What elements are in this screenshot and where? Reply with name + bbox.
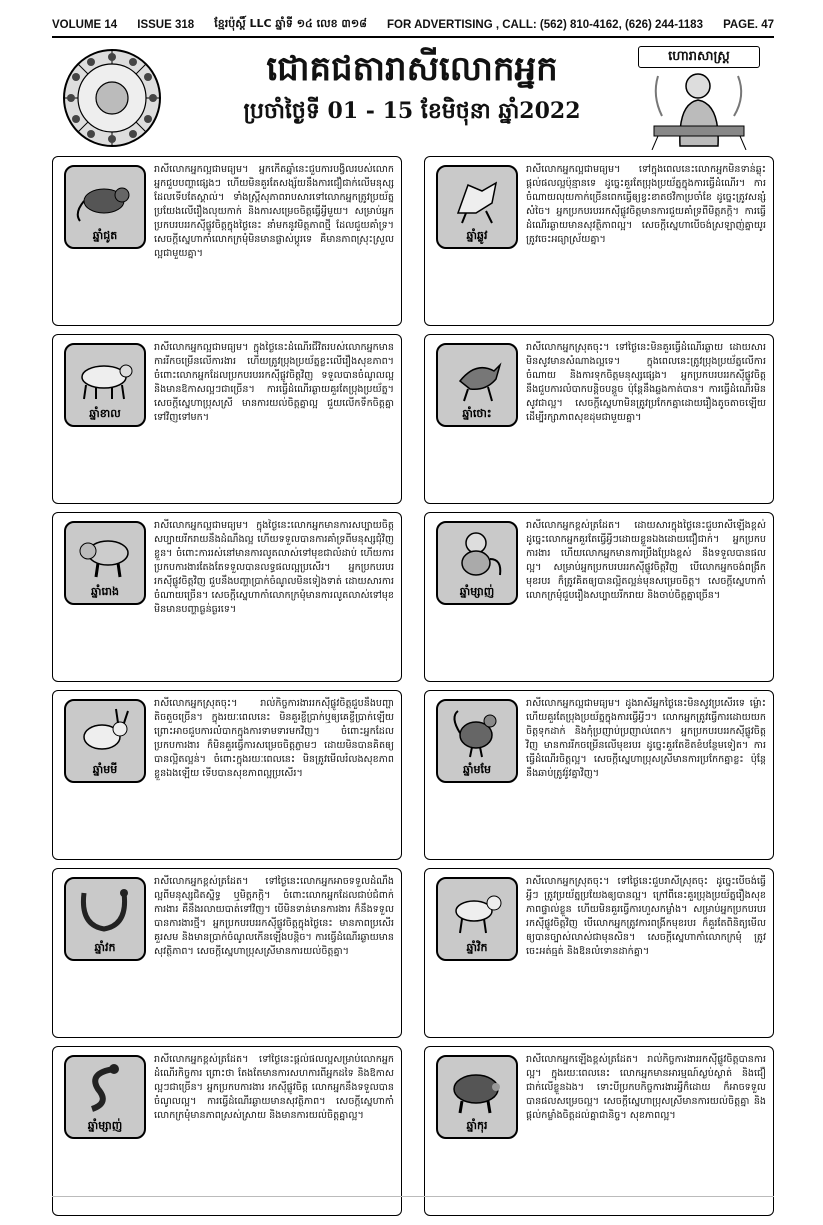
- horoscope-card-monkey: [424, 512, 774, 682]
- horoscope-card-dog: [424, 868, 774, 1038]
- rabbit-icon: [446, 351, 508, 403]
- tiger-panel: [64, 343, 146, 427]
- snake-text: រាសីលោកអ្នកខ្ពស់ត្រដែត។ ទៅថ្ងៃនេះលោកអ្នកអាចទទួលដំណឹងល្អពីមនុស្សជិតស្និទ្ធ ឬមិត្តភក្តិ។ ចំពោះលោកអ្នកដែលជាប់ជំពាក់ការងារ គឺនឹងរលាយបាត់ទៅវិញ។ បើមិនទាន់មានការងារ ក៏នឹងទទួលបានការងារថ្មី។ អ្នកប្រកបរបររកស៊ីផ្លូវចិត្តក្នុងថ្ងៃនេះ មានភាពប្រសើរគួរសម និងមានប្រាក់ចំណូលកើនឡើងបន្តិច។ ការធ្វើដំណើរឆ្ងាយមានសុវត្ថិភាព។ សេចក្តីស្នេហាប្រុសស្រីមានការយល់ចិត្តគ្នា។: [154, 876, 394, 957]
- tiger-text: រាសីលោកអ្នកល្អជាមធ្យម។ ក្នុងថ្ងៃនេះដំណើរជីវិតរបស់លោកអ្នកមានការរីកចម្រើនលើការងារ ហើយត្រូវប្រុងប្រយ័ត្នខ្លះលើរឿងសុខភាព។ ចំពោះលោកអ្នកដែលប្រកបរបររកស៊ីផ្លូវចិត្តវិញ ទទួលបានចំណូលល្អ និងមានឱកាសល្អៗជាច្រើន។ ការធ្វើដំណើរឆ្ងាយគួរតែប្រុងប្រយ័ត្ន។ សេចក្តីស្នេហាប្រុសស្រី មានការយល់ចិត្តគ្នាល្អ ជួយលើកទឹកចិត្តគ្នាទៅវិញទៅមក។: [154, 342, 394, 423]
- snake-2-icon: [74, 1063, 136, 1115]
- rabbit-2-icon: [74, 707, 136, 759]
- horoscope-card-rooster: [424, 690, 774, 860]
- dog-text: រាសីលោកអ្នកស្រុតចុះ។ ទៅថ្ងៃនេះជួបរាសីស្រុតចុះ ដូច្នេះបើចង់ធ្វើអ្វីៗ ត្រូវប្រយ័ត្នប្រយែងឲ្យបានល្អ។ ក្រៅពីនេះគួរប្រុងប្រយ័ត្នរឿងសុខភាពផ្ទាល់ខ្លួន ហើយមិនគួរធ្វើការហួសកម្លាំង។ សម្រាប់អ្នកប្រកបរបររកស៊ីផ្លូវចិត្តវិញ បើលោកអ្នកត្រូវការពង្រីកមុខរបរ ក៏គួរតែពិនិត្យមើលឲ្យបានច្បាស់លាស់ជាមុនសិន។ សេចក្តីស្នេហាកាំលោកក្រមុំ ត្រូវចេះអត់ធ្មត់ និងឱនលំទោនដាក់គ្នា។: [526, 876, 766, 957]
- pig-icon: [446, 1063, 508, 1115]
- horoscope-card-snake: [52, 868, 402, 1038]
- page-footer-rule: [52, 1196, 774, 1197]
- dog-caption: ឆ្នាំវិក: [466, 941, 488, 954]
- zodiac-wheel-icon: [62, 48, 162, 148]
- rat-text: រាសីលោកអ្នកល្អជាមធ្យម។ អ្នកកើតឆ្នាំនេះជួបការបង្វិលរបស់លោកអ្នកជួបបញ្ហាផ្សេងៗ ហើយមិនគួរតែសង្ស័យនឹងការជឿជាក់លើមនុស្សដែលទើបតែស្គាល់។ ទាំងស្ត្រីសុភាពរាបសារទៅលោកអ្នកត្រូវប្រយ័ត្នប្រយែងលើរឿងលុយកាក់ និងការសម្រេចចិត្តធ្វើអ្វីមួយ។ សម្រាប់អ្នកប្រកបរបររកស៊ីផ្លូវចិត្តក្នុងថ្ងៃនេះ នាំមកនូវមិត្តភាពថ្មី ដែលជួយគាំទ្រ។ សេចក្តីស្នេហាកាំលោកក្រមុំមិនមានផ្លាស់ប្តូរទេ គឺមានភាពស្រុះស្រួលល្អជាមួយគ្នា។: [154, 164, 394, 259]
- dragon-icon: [74, 529, 136, 581]
- dragon-text: រាសីលោកអ្នកល្អជាមធ្យម។ ក្នុងថ្ងៃនេះលោកអ្នកមានការសប្បាយចិត្ត សប្បាយរីករាយនឹងដំណឹងល្អ ហើយទទួលបានការគាំទ្រពីមនុស្សជុំវិញខ្លួន។ ចំពោះការរស់នៅមានការលូតលាស់ទៅមុខជាលំដាប់ ហើយការប្រកបការងារតែងតែទទួលបានលទ្ធផលល្អប្រសើរ។ អ្នកប្រកបរបររកស៊ីផ្លូវចិត្តវិញ ជួបនឹងបញ្ហាប្រាក់ចំណូលមិនទៀងទាត់ ដោយសារការចំណាយច្រើន។ សេចក្តីស្នេហាកាំលោកក្រមុំមានការលូតលាស់ទៅមុខ មិនមានបញ្ហាធ្ងន់ធ្ងរទេ។: [154, 520, 394, 615]
- pig-panel: [436, 1055, 518, 1139]
- dragon-caption: ឆ្នាំរោង: [91, 585, 119, 598]
- astrologer-illustration: [638, 46, 760, 150]
- rat-caption: ឆ្នាំជូត: [92, 229, 118, 242]
- ox-icon: [446, 173, 508, 225]
- rabbit-caption: ឆ្នាំថោះ: [462, 407, 492, 420]
- ox-caption: ឆ្នាំឆ្លូវ: [466, 229, 488, 242]
- snake-caption: ឆ្នាំវក: [94, 941, 116, 954]
- rooster-caption: ឆ្នាំមមែ: [463, 763, 491, 776]
- rooster-panel: [436, 699, 518, 783]
- rooster-text: រាសីលោកអ្នកល្អជាមធ្យម។ ដូងរាសីអ្នកថ្ងៃនេះមិនសូវប្រសើរទេ ម្ល៉ោះហើយគួរតែប្រុងប្រយ័ត្នក្នុងការធ្វើអ្វីៗ។ លោកអ្នកត្រូវធ្វើការដោយយកចិត្តទុកដាក់ និងកុំប្រញាប់ប្រញាល់ពេក។ អ្នកប្រកបរបររកស៊ីផ្លូវចិត្តវិញ មានការរីកចម្រើនលើមុខរបរ ដូច្នេះគួរតែខិតខំបន្ថែមទៀត។ ការធ្វើដំណើរចិត្តល្អ។ សេចក្តីស្នេហាប្រុសស្រីមានការប្រកែកគ្នាខ្លះ ប៉ុន្តែនឹងឆាប់ត្រូវរ៉ូវគ្នាវិញ។: [526, 698, 766, 779]
- ox-text: រាសីលោកអ្នកល្អជាមធ្យម។ ទៅក្នុងពេលនេះលោកអ្នកមិនទាន់ឆ្លុះផ្តល់ផលល្អប៉ុន្មានទេ ដូច្នេះគួរតែប្រុងប្រយ័ត្នក្នុងការធ្វើដំណើរ។ ការចំណាយលុយកាក់ច្រើនពេកធ្វើឲ្យខ្វះខាតថវិកាប្រចាំខែ ដូច្នេះត្រូវសន្សំសំចៃ។ អ្នកប្រកបរបររកស៊ីផ្លូវចិត្តមានការជួយគាំទ្រពីមិត្តភក្តិ។ ការធ្វើដំណើរឆ្ងាយមានសុវត្ថិភាពល្អ។ សេចក្តីស្នេហាបើចង់ស្រឡាញ់គ្នាយូរ ត្រូវចេះអធ្យាស្រ័យគ្នា។: [526, 164, 766, 245]
- horoscope-card-dragon: [52, 512, 402, 682]
- rabbit-panel: [436, 343, 518, 427]
- page-subtitle: ប្រចាំថ្ងៃទី 01 - 15 ខែមិថុនា ឆ្នាំ2022: [243, 98, 581, 124]
- rabbit-2-caption: ឆ្នាំមមី: [92, 763, 118, 776]
- tiger-caption: ឆ្នាំខាល: [89, 407, 121, 420]
- snake-2-caption: ឆ្នាំម្សាញ់: [87, 1119, 123, 1132]
- snake-2-text: រាសីលោកអ្នកខ្ពស់ត្រដែត។ ទៅថ្ងៃនេះផ្តល់ផលល្អសម្រាប់លោកអ្នកដំណើរកិច្ចការ ព្រោះថា តែងតែមានការសហការពីអ្នកដទៃ និងឱកាសល្អៗជាច្រើន។ អ្នកប្រកបការងារ រកស៊ីផ្លូវចិត្ត លោកអ្នកនឹងទទួលបានចំណូលល្អ។ ការធ្វើដំណើរឆ្ងាយមានសុវត្ថិភាព។ សេចក្តីស្នេហាកាំលោកក្រមុំមានភាពស្រស់ស្រាយ និងមានការយល់ចិត្តគ្នាល្អ។: [154, 1054, 394, 1121]
- advertising-contact: FOR ADVERTISING , CALL: (562) 810-4162, (626) 244-1183: [387, 19, 703, 31]
- title-banner: [52, 42, 774, 152]
- rat-panel: [64, 165, 146, 249]
- page-number: PAGE. 47: [723, 19, 774, 31]
- snake-2-panel: [64, 1055, 146, 1139]
- ox-panel: [436, 165, 518, 249]
- rooster-icon: [446, 707, 508, 759]
- rat-icon: [74, 173, 136, 225]
- horoscope-card-tiger: [52, 334, 402, 504]
- volume: VOLUME 14: [52, 19, 118, 31]
- snake-icon: [74, 885, 136, 937]
- issue: ISSUE 318: [137, 19, 195, 31]
- dog-icon: [446, 885, 508, 937]
- horoscope-card-rabbit: [424, 334, 774, 504]
- rabbit-2-panel: [64, 699, 146, 783]
- tiger-icon: [74, 351, 136, 403]
- horoscope-card-pig: [424, 1046, 774, 1216]
- snake-panel: [64, 877, 146, 961]
- dragon-panel: [64, 521, 146, 605]
- monkey-text: រាសីលោកអ្នកខ្ពស់ត្រដែត។ ដោយសារក្នុងថ្ងៃនេះជួបរាសីឡើងខ្ពស់ ដូច្នេះលោកអ្នកគួរតែធ្វើអ្វីៗដោយខ្លួនឯងដោយជឿជាក់។ អ្នកប្រកបការងារ ហើយលោកអ្នកមានការប្រឹងប្រែងខ្ពស់ នឹងទទួលបានផលល្អ។ សម្រាប់អ្នកប្រកបរបររកស៊ីផ្លូវចិត្តវិញ បើលោកអ្នកចង់ពង្រីកមុខរបរ ក៏ត្រូវគិតឲ្យបានល្អិតល្អន់មុនសម្រេចចិត្ត។ សេចក្តីស្នេហាកាំលោកក្រមុំជួបរឿងសប្បាយរីករាយ និងចាប់ចិត្តគ្នាច្រើន។: [526, 520, 766, 601]
- horoscope-card-rabbit-2: [52, 690, 402, 860]
- pig-caption: ឆ្នាំកុរ: [466, 1119, 488, 1132]
- monkey-caption: ឆ្នាំម្សាញ់: [459, 585, 495, 598]
- page-title: ជោគជតារាសីលោកអ្នក: [266, 49, 558, 89]
- rabbit-2-text: រាសីលោកអ្នកស្រុតចុះ។ រាល់កិច្ចការងាររកស៊ីផ្លូវចិត្តជួបនឹងបញ្ហាតិចតួចច្រើន។ ក្នុងរយៈពេលនេះ មិនគួរខ្ចីប្រាក់ឬឲ្យគេខ្ចីប្រាក់ឡើយ ព្រោះអាចជួបការលំបាកក្នុងការទាមទារមកវិញ។ ចំពោះអ្នកដែលប្រកបការងារ ក៏មិនគួរធ្វើការសម្រេចចិត្តភ្លាមៗ ដោយមិនបានគិតឲ្យបានល្អិតល្អន់។ ចំពោះក្នុងរយៈពេលនេះ មិនត្រូវមើលរំលងសុខភាពខ្លួនឯងឡើយ ទើបបានសុខភាពល្អប្រសើរ។: [154, 698, 394, 779]
- monkey-panel: [436, 521, 518, 605]
- horoscope-card-snake-2: [52, 1046, 402, 1216]
- page-header: [52, 14, 774, 38]
- astrology-label: ហោរាសាស្ត្រ: [638, 46, 760, 68]
- dog-panel: [436, 877, 518, 961]
- monkey-icon: [446, 529, 508, 581]
- publication-khmer: ខ្មែរប៉ុស្តិ៍ LLC ឆ្នាំទី ១៤ លេខ ៣១៨: [214, 17, 367, 30]
- horoscope-card-ox: [424, 156, 774, 326]
- horoscope-card-rat: [52, 156, 402, 326]
- pig-text: រាសីលោកអ្នកឡើងខ្ពស់ត្រដែត។ រាល់កិច្ចការងាររកស៊ីផ្លូវចិត្តបានការល្អ។ ក្នុងរយៈពេលនេះ លោកអ្នកមានអារម្មណ៍ស្ងប់ស្ងាត់ និងជឿជាក់លើខ្លួនឯង។ ទោះបីប្រកបកិច្ចការងារអ្វីក៏ដោយ ក៏អាចទទួលបានផលសម្រេចល្អ។ សេចក្តីស្នេហាប្រុសស្រីមានការយល់ចិត្តគ្នា និងផ្តល់កម្លាំងចិត្តដល់គ្នាជានិច្ច។ សុខភាពល្អ។: [526, 1054, 766, 1121]
- rabbit-text: រាសីលោកអ្នកស្រុតចុះ។ ទៅថ្ងៃនេះមិនគួរធ្វើដំណើរឆ្ងាយ ដោយសារមិនសូវមានសំណាងល្អទេ។ ក្នុងពេលនេះត្រូវប្រុងប្រយ័ត្នលើការចំណាយ និងការទុកចិត្តមនុស្សផ្សេង។ អ្នកប្រកបរបររកស៊ីផ្លូវចិត្តនឹងជួបការលំបាកបន្តិចបន្តួច ប៉ុន្តែនឹងឆ្លងកាត់បាន។ ការធ្វើដំណើរមិនសូវជាល្អ។ សេចក្តីស្នេហាមិនត្រូវប្រកែកគ្នាដោយរឿងតូចតាចឡើយ ដើម្បីរក្សាភាពសុខដុមជាមួយគ្នា។: [526, 342, 766, 423]
